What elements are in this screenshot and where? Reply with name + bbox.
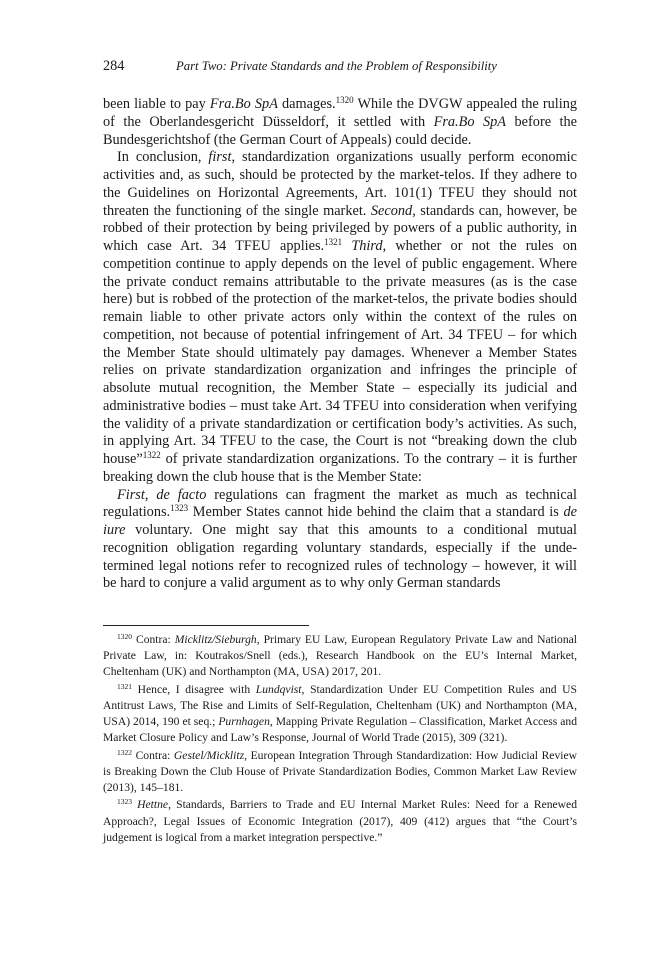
text-run: damages. [277, 96, 336, 112]
paragraph [103, 96, 577, 149]
italic-text: Gestel/Micklitz [173, 748, 245, 762]
text-run: , Standards, Barriers to Trade and EU Internal Market Rules: Need for a Renewed Approach?, Legal Issues of Economic Integration (2017), 409 (412) argues that “the Court’s judgement is logical from a market integration perspective.” [103, 798, 577, 844]
text-run: regulations can fragment the market as much as technical regulations. [103, 486, 578, 521]
italic-text: Micklitz/Sieburgh [174, 633, 257, 646]
paragraph [103, 149, 577, 486]
text-run: Contra: [132, 748, 174, 762]
text-run: While the DVGW appealed the ruling of the Oberlandesgericht Düsseldorf, it settled with [103, 96, 577, 130]
text-run [342, 238, 351, 254]
text-run: voluntary. One might say that this amounts to a conditional mutual recognition obligation regarding voluntary standards, especially if the undetermined legal notions refer to recognized rules of technology – however, it will be hard to conjure a valid argument as to why only German standards [103, 522, 577, 592]
text-run: been liable to pay [103, 96, 210, 112]
footnote-1321 [103, 682, 577, 746]
italic-text: de facto [156, 486, 207, 503]
footnote-divider [103, 625, 309, 626]
text-run: , [144, 486, 157, 503]
footnote-ref: 1322 [117, 747, 132, 757]
text-run: Member States cannot hide behind the claim that a standard is [188, 504, 564, 521]
paragraph [103, 487, 577, 594]
text-run: , standardization organizations usually perform economic activities and, as such, should be protected by the market-telos. If they adhere to the Guidelines on Horizontal Agreements, Art. 101(1) TFEU they should not threaten the functioning of the single market. [103, 149, 577, 219]
page-number: 284 [103, 58, 125, 74]
footnote-1323 [103, 797, 577, 845]
italic-text: Second [370, 202, 413, 219]
text-run: , Standardization Under EU Competition Rules and US Antitrust Laws, The Rise and Limits of Self-Regulation, Cheltenham (UK) and Northampton (MA, USA) 2014, 190 et seq.; [103, 682, 577, 728]
footnote-ref: 1322 [142, 450, 161, 460]
footnote-1320 [103, 632, 577, 680]
text-run: Hence, I disagree with [132, 682, 256, 696]
text-run: , Mapping Private Regulation – Classification, Market Access and Market Closure Policy and Law’s Response, Journal of World Trade (2015), 309 (321). [103, 714, 577, 745]
footnote-ref: 1321 [324, 237, 343, 247]
text-run: , European Integration Through Standardization: How Judicial Review is Breaking Down the Club House of Private Standardization Bodies, Common Market Law Review (2013), 145–181. [103, 748, 577, 794]
running-title: Part Two: Private Standards and the Problem of Responsibility [176, 59, 497, 73]
italic-text: Lundqvist [255, 682, 302, 696]
footnote-ref: 1323 [117, 797, 132, 807]
italic-text: Fra.Bo SpA [209, 96, 278, 112]
footnote-1322 [103, 748, 577, 796]
footnote-ref: 1320 [335, 95, 354, 105]
text-run: before the Bundesgerichtshof (the German Court of Appeals) could decide. [103, 113, 578, 148]
footnote-ref: 1320 [117, 632, 132, 641]
text-run: of private standardization organizations. To the contrary – it is further breaking down the club house that is the Member State: [103, 451, 577, 485]
footnote-ref: 1321 [117, 681, 132, 691]
italic-text: Hettne [137, 798, 169, 812]
italic-text: Third [351, 238, 383, 254]
text-run: In conclusion, [117, 149, 209, 166]
body-text [103, 96, 577, 593]
running-header [103, 58, 577, 78]
italic-text: first [208, 149, 232, 166]
italic-text: Purnhagen [218, 714, 270, 728]
footnote-ref: 1323 [170, 503, 189, 514]
footnotes [103, 632, 577, 847]
italic-text: First [117, 486, 145, 503]
italic-text: Fra.Bo SpA [433, 113, 507, 130]
text-run: , Primary EU Law, European Regulatory Private Law and National Private Law, in: Koutrakos/Snell (eds.), Research Handbook on the EU’s Internal Market, Cheltenham (UK) and Northampton (MA, USA) 2017, 201. [103, 633, 577, 679]
text-run: , standards can, however, be robbed of their protection by being privileged by powers of a public authority, in which case Art. 34 TFEU applies. [103, 202, 577, 254]
italic-text: de iure [103, 504, 577, 538]
text-run: Contra: [132, 633, 175, 646]
text-run: , whether or not the rules on competition continue to apply depends on the level of public engagement. Where the private conduct remains attributable to the private measures (as is the case here) but is robbed of the protection of the market-telos, the private bodies should remain liable to other private actors only within the context of the rules on competition, not because of potential infringement of Art. 34 TFEU – for which the Member State should ultimately pay damages. Whenever a Member States relies on private standardization organization and infringes the principle of absolute mutual recognition, the Member State – especially its judicial and administrative bodies – must take Art. 34 TFEU into consideration when verifying the validity of a private standardization or certification body’s activities. As such, in applying Art. 34 TFEU to the case, the Court is not “breaking down the club house” [103, 238, 577, 467]
